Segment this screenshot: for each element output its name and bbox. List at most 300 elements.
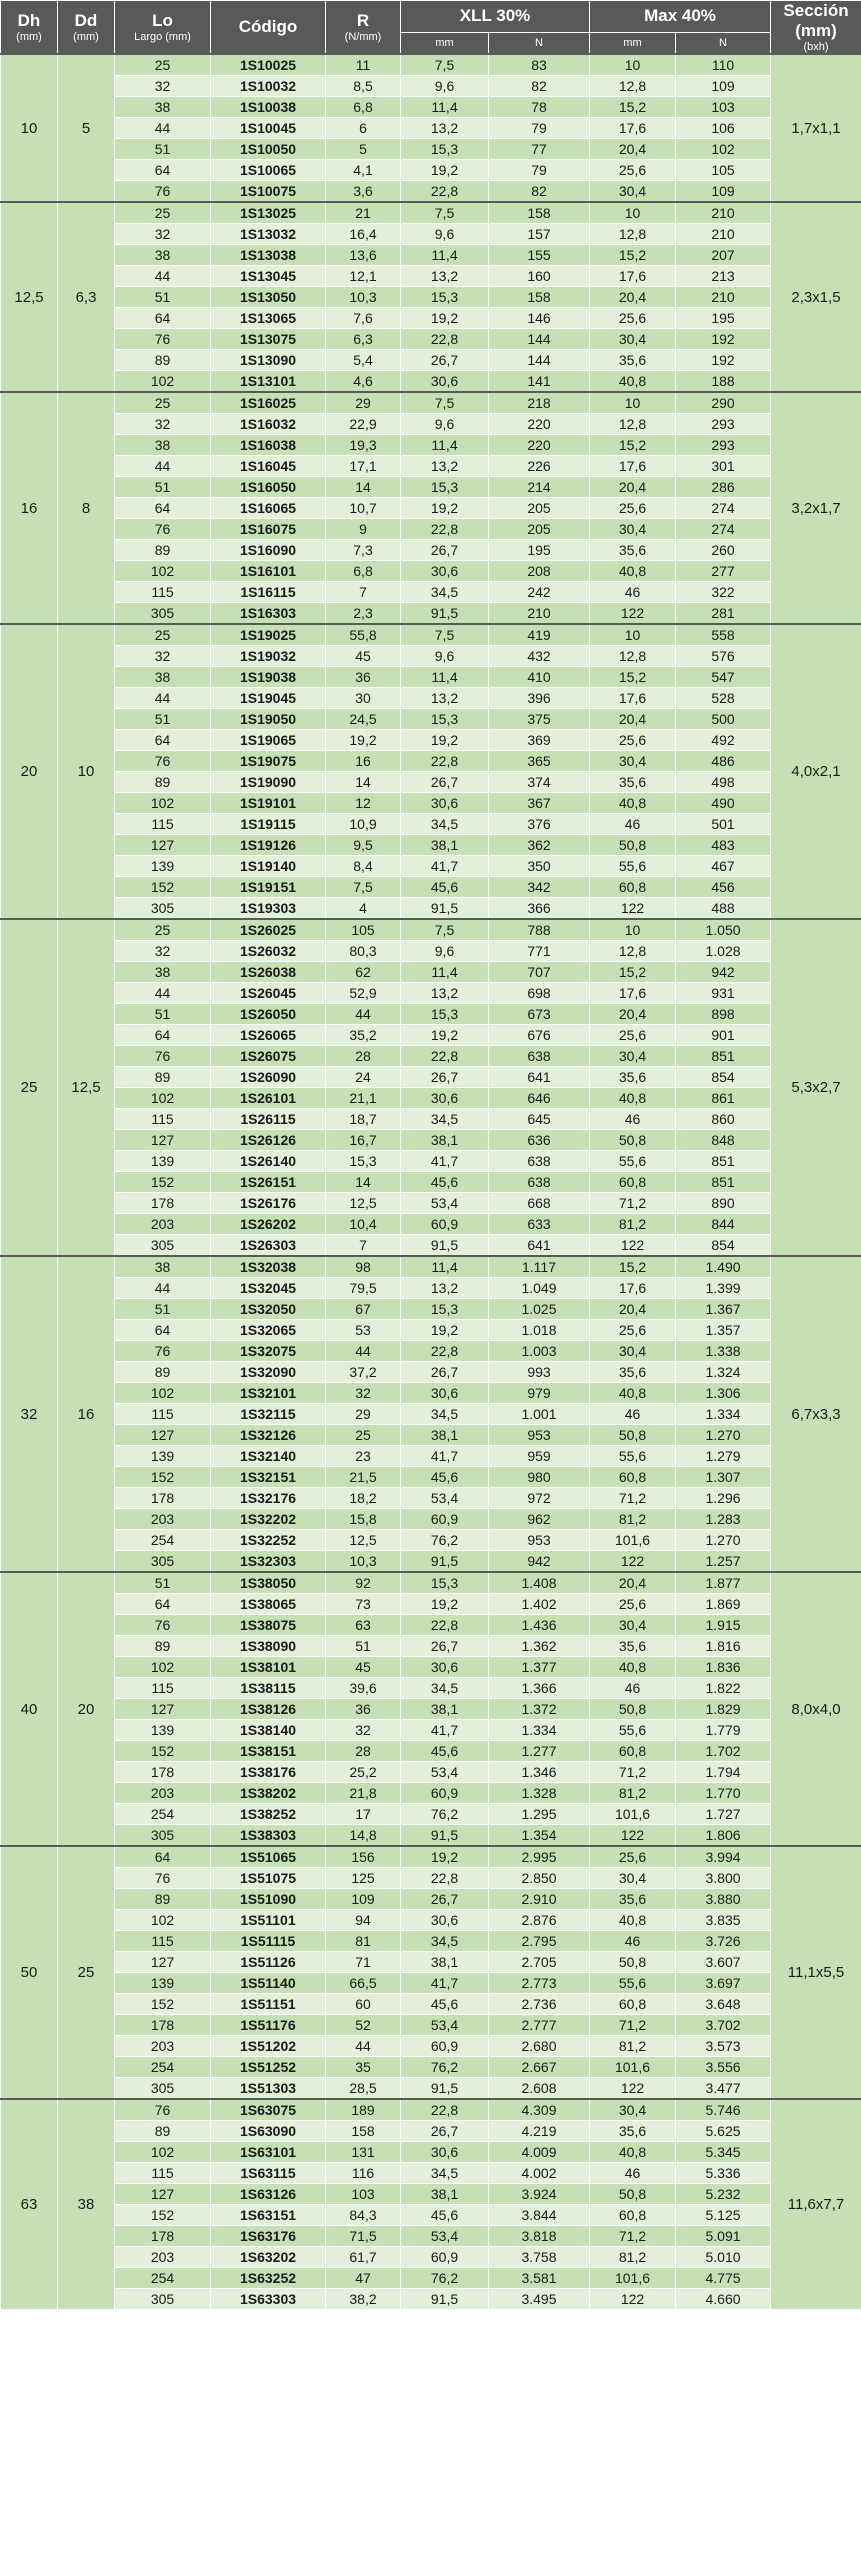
xll-mm-cell: 26,7	[401, 772, 489, 793]
max-mm-cell: 20,4	[590, 139, 676, 160]
xll-mm-cell: 13,2	[401, 266, 489, 287]
max-n-cell: 3.648	[676, 1994, 771, 2015]
max-mm-cell: 46	[590, 1109, 676, 1130]
max-n-cell: 1.794	[676, 1762, 771, 1783]
r-cell: 98	[326, 1256, 401, 1278]
codigo-cell: 1S38050	[211, 1572, 326, 1594]
table-row	[1, 1151, 861, 1172]
xll-mm-cell: 19,2	[401, 498, 489, 519]
xll-mm-cell: 13,2	[401, 983, 489, 1004]
max-n-cell: 3.556	[676, 2057, 771, 2078]
max-n-cell: 4.660	[676, 2289, 771, 2310]
codigo-cell: 1S26140	[211, 1151, 326, 1172]
r-cell: 71,5	[326, 2226, 401, 2247]
lo-cell: 102	[115, 1657, 211, 1678]
r-cell: 19,3	[326, 435, 401, 456]
codigo-cell: 1S19050	[211, 709, 326, 730]
codigo-cell: 1S19126	[211, 835, 326, 856]
lo-cell: 254	[115, 2057, 211, 2078]
table-row	[1, 1678, 861, 1699]
xll-n-cell: 2.608	[489, 2078, 590, 2100]
max-mm-cell: 71,2	[590, 1488, 676, 1509]
lo-cell: 127	[115, 1952, 211, 1973]
xll-n-cell: 195	[489, 540, 590, 561]
max-mm-cell: 101,6	[590, 1530, 676, 1551]
max-n-cell: 1.257	[676, 1551, 771, 1573]
max-mm-cell: 101,6	[590, 2057, 676, 2078]
table-row	[1, 1025, 861, 1046]
lo-cell: 44	[115, 266, 211, 287]
codigo-cell: 1S51126	[211, 1952, 326, 1973]
header-dh: Dh (mm)	[1, 1, 58, 55]
max-n-cell: 192	[676, 329, 771, 350]
r-cell: 23	[326, 1446, 401, 1467]
lo-cell: 89	[115, 540, 211, 561]
table-row	[1, 1720, 861, 1741]
max-mm-cell: 40,8	[590, 1910, 676, 1931]
codigo-cell: 1S51252	[211, 2057, 326, 2078]
max-n-cell: 322	[676, 582, 771, 603]
codigo-cell: 1S32065	[211, 1320, 326, 1341]
codigo-cell: 1S13075	[211, 329, 326, 350]
max-n-cell: 860	[676, 1109, 771, 1130]
dh-cell: 25	[1, 919, 58, 1256]
codigo-cell: 1S13050	[211, 287, 326, 308]
lo-cell: 254	[115, 2268, 211, 2289]
r-cell: 17	[326, 1804, 401, 1825]
table-row	[1, 962, 861, 983]
lo-cell: 102	[115, 793, 211, 814]
max-mm-cell: 40,8	[590, 561, 676, 582]
table-row	[1, 2078, 861, 2100]
max-n-cell: 3.573	[676, 2036, 771, 2057]
r-cell: 3,6	[326, 181, 401, 203]
xll-n-cell: 1.025	[489, 1299, 590, 1320]
xll-n-cell: 78	[489, 97, 590, 118]
codigo-cell: 1S19065	[211, 730, 326, 751]
lo-cell: 44	[115, 983, 211, 1004]
max-mm-cell: 40,8	[590, 1383, 676, 1404]
codigo-cell: 1S63090	[211, 2121, 326, 2142]
lo-cell: 64	[115, 1025, 211, 1046]
lo-cell: 44	[115, 456, 211, 477]
xll-n-cell: 4.219	[489, 2121, 590, 2142]
r-cell: 84,3	[326, 2205, 401, 2226]
max-n-cell: 851	[676, 1046, 771, 1067]
xll-mm-cell: 60,9	[401, 1214, 489, 1235]
codigo-cell: 1S10045	[211, 118, 326, 139]
xll-n-cell: 1.117	[489, 1256, 590, 1278]
max-n-cell: 1.727	[676, 1804, 771, 1825]
xll-n-cell: 1.366	[489, 1678, 590, 1699]
codigo-cell: 1S38075	[211, 1615, 326, 1636]
max-mm-cell: 17,6	[590, 983, 676, 1004]
codigo-cell: 1S10025	[211, 54, 326, 76]
max-n-cell: 1.270	[676, 1530, 771, 1551]
xll-mm-cell: 9,6	[401, 646, 489, 667]
max-n-cell: 281	[676, 603, 771, 625]
lo-cell: 203	[115, 1509, 211, 1530]
xll-mm-cell: 60,9	[401, 1509, 489, 1530]
max-mm-cell: 25,6	[590, 1846, 676, 1868]
max-n-cell: 942	[676, 962, 771, 983]
xll-n-cell: 350	[489, 856, 590, 877]
lo-cell: 38	[115, 667, 211, 688]
max-mm-cell: 25,6	[590, 498, 676, 519]
xll-n-cell: 1.334	[489, 1720, 590, 1741]
table-row	[1, 1278, 861, 1299]
lo-cell: 139	[115, 856, 211, 877]
max-mm-cell: 60,8	[590, 1741, 676, 1762]
xll-n-cell: 83	[489, 54, 590, 76]
lo-cell: 178	[115, 2015, 211, 2036]
max-mm-cell: 122	[590, 2078, 676, 2100]
max-mm-cell: 71,2	[590, 2226, 676, 2247]
xll-mm-cell: 15,3	[401, 1004, 489, 1025]
xll-mm-cell: 9,6	[401, 76, 489, 97]
max-mm-cell: 30,4	[590, 1868, 676, 1889]
codigo-cell: 1S38176	[211, 1762, 326, 1783]
xll-n-cell: 3.924	[489, 2184, 590, 2205]
xll-mm-cell: 26,7	[401, 350, 489, 371]
lo-cell: 139	[115, 1720, 211, 1741]
xll-n-cell: 641	[489, 1067, 590, 1088]
max-mm-cell: 12,8	[590, 224, 676, 245]
max-mm-cell: 20,4	[590, 709, 676, 730]
max-n-cell: 105	[676, 160, 771, 181]
table-row	[1, 646, 861, 667]
r-cell: 52,9	[326, 983, 401, 1004]
table-row	[1, 1004, 861, 1025]
r-cell: 14,8	[326, 1825, 401, 1847]
codigo-cell: 1S63115	[211, 2163, 326, 2184]
max-mm-cell: 10	[590, 919, 676, 941]
xll-mm-cell: 22,8	[401, 519, 489, 540]
table-row	[1, 624, 861, 646]
lo-cell: 305	[115, 1551, 211, 1573]
xll-mm-cell: 45,6	[401, 1467, 489, 1488]
max-n-cell: 3.726	[676, 1931, 771, 1952]
max-n-cell: 3.835	[676, 1910, 771, 1931]
lo-cell: 51	[115, 1004, 211, 1025]
r-cell: 36	[326, 1699, 401, 1720]
table-row	[1, 329, 861, 350]
table-row	[1, 1551, 861, 1573]
xll-n-cell: 959	[489, 1446, 590, 1467]
table-row	[1, 1446, 861, 1467]
max-n-cell: 851	[676, 1172, 771, 1193]
lo-cell: 64	[115, 1320, 211, 1341]
xll-mm-cell: 34,5	[401, 814, 489, 835]
table-row	[1, 919, 861, 941]
table-row	[1, 582, 861, 603]
lo-cell: 139	[115, 1446, 211, 1467]
xll-n-cell: 77	[489, 139, 590, 160]
r-cell: 29	[326, 1404, 401, 1425]
table-row	[1, 1572, 861, 1594]
codigo-cell: 1S19032	[211, 646, 326, 667]
xll-n-cell: 962	[489, 1509, 590, 1530]
max-n-cell: 1.028	[676, 941, 771, 962]
xll-mm-cell: 15,3	[401, 139, 489, 160]
xll-mm-cell: 15,3	[401, 287, 489, 308]
table-row	[1, 1952, 861, 1973]
lo-cell: 102	[115, 1088, 211, 1109]
r-cell: 18,7	[326, 1109, 401, 1130]
codigo-cell: 1S19038	[211, 667, 326, 688]
codigo-cell: 1S51303	[211, 2078, 326, 2100]
max-mm-cell: 25,6	[590, 1320, 676, 1341]
max-mm-cell: 35,6	[590, 1636, 676, 1657]
header-xll-n: N	[489, 32, 590, 54]
table-row	[1, 877, 861, 898]
max-n-cell: 528	[676, 688, 771, 709]
codigo-cell: 1S51075	[211, 1868, 326, 1889]
max-n-cell: 5.345	[676, 2142, 771, 2163]
lo-cell: 64	[115, 160, 211, 181]
max-mm-cell: 122	[590, 898, 676, 920]
r-cell: 47	[326, 2268, 401, 2289]
lo-cell: 139	[115, 1151, 211, 1172]
codigo-cell: 1S26038	[211, 962, 326, 983]
xll-mm-cell: 38,1	[401, 2184, 489, 2205]
max-n-cell: 210	[676, 287, 771, 308]
max-mm-cell: 50,8	[590, 1699, 676, 1720]
xll-mm-cell: 41,7	[401, 1151, 489, 1172]
max-mm-cell: 30,4	[590, 329, 676, 350]
r-cell: 28,5	[326, 2078, 401, 2100]
xll-mm-cell: 26,7	[401, 1362, 489, 1383]
max-n-cell: 293	[676, 414, 771, 435]
max-n-cell: 5.125	[676, 2205, 771, 2226]
max-mm-cell: 30,4	[590, 1046, 676, 1067]
max-n-cell: 3.477	[676, 2078, 771, 2100]
r-cell: 17,1	[326, 456, 401, 477]
lo-cell: 102	[115, 2142, 211, 2163]
codigo-cell: 1S10050	[211, 139, 326, 160]
codigo-cell: 1S19090	[211, 772, 326, 793]
max-n-cell: 1.334	[676, 1404, 771, 1425]
table-row	[1, 667, 861, 688]
codigo-cell: 1S51176	[211, 2015, 326, 2036]
r-cell: 21,8	[326, 1783, 401, 1804]
lo-cell: 51	[115, 709, 211, 730]
xll-n-cell: 993	[489, 1362, 590, 1383]
max-n-cell: 3.697	[676, 1973, 771, 1994]
table-row	[1, 1383, 861, 1404]
xll-n-cell: 158	[489, 202, 590, 224]
codigo-cell: 1S13025	[211, 202, 326, 224]
xll-n-cell: 1.277	[489, 1741, 590, 1762]
xll-mm-cell: 13,2	[401, 456, 489, 477]
table-row	[1, 287, 861, 308]
max-n-cell: 456	[676, 877, 771, 898]
lo-cell: 25	[115, 392, 211, 414]
lo-cell: 51	[115, 1572, 211, 1594]
table-row	[1, 1868, 861, 1889]
lo-cell: 38	[115, 97, 211, 118]
xll-mm-cell: 26,7	[401, 540, 489, 561]
codigo-cell: 1S16115	[211, 582, 326, 603]
r-cell: 24,5	[326, 709, 401, 730]
dh-cell: 16	[1, 392, 58, 624]
table-row	[1, 1804, 861, 1825]
max-mm-cell: 20,4	[590, 1299, 676, 1320]
max-n-cell: 890	[676, 1193, 771, 1214]
table-row	[1, 202, 861, 224]
max-n-cell: 5.232	[676, 2184, 771, 2205]
max-mm-cell: 50,8	[590, 835, 676, 856]
lo-cell: 305	[115, 898, 211, 920]
r-cell: 12,5	[326, 1530, 401, 1551]
lo-cell: 115	[115, 1404, 211, 1425]
lo-cell: 115	[115, 814, 211, 835]
xll-n-cell: 205	[489, 498, 590, 519]
max-mm-cell: 122	[590, 1825, 676, 1847]
header-r: R (N/mm)	[326, 1, 401, 55]
max-mm-cell: 20,4	[590, 1572, 676, 1594]
max-n-cell: 1.822	[676, 1678, 771, 1699]
max-n-cell: 490	[676, 793, 771, 814]
codigo-cell: 1S51115	[211, 1931, 326, 1952]
table-row	[1, 2247, 861, 2268]
r-cell: 80,3	[326, 941, 401, 962]
max-mm-cell: 55,6	[590, 856, 676, 877]
codigo-cell: 1S63176	[211, 2226, 326, 2247]
max-mm-cell: 25,6	[590, 1594, 676, 1615]
lo-cell: 178	[115, 2226, 211, 2247]
codigo-cell: 1S19045	[211, 688, 326, 709]
table-row	[1, 1488, 861, 1509]
xll-mm-cell: 22,8	[401, 1046, 489, 1067]
max-mm-cell: 15,2	[590, 667, 676, 688]
xll-n-cell: 375	[489, 709, 590, 730]
table-row	[1, 2036, 861, 2057]
xll-mm-cell: 7,5	[401, 54, 489, 76]
xll-n-cell: 3.818	[489, 2226, 590, 2247]
table-row	[1, 1889, 861, 1910]
table-row	[1, 983, 861, 1004]
xll-mm-cell: 22,8	[401, 2099, 489, 2121]
r-cell: 12,1	[326, 266, 401, 287]
max-mm-cell: 35,6	[590, 1889, 676, 1910]
xll-n-cell: 1.001	[489, 1404, 590, 1425]
lo-cell: 178	[115, 1762, 211, 1783]
xll-n-cell: 3.758	[489, 2247, 590, 2268]
xll-n-cell: 2.680	[489, 2036, 590, 2057]
table-row	[1, 1046, 861, 1067]
r-cell: 14	[326, 1172, 401, 1193]
lo-cell: 89	[115, 350, 211, 371]
codigo-cell: 1S51151	[211, 1994, 326, 2015]
xll-mm-cell: 15,3	[401, 1299, 489, 1320]
table-row	[1, 751, 861, 772]
r-cell: 12	[326, 793, 401, 814]
table-row	[1, 1931, 861, 1952]
max-n-cell: 931	[676, 983, 771, 1004]
dd-cell: 6,3	[58, 202, 115, 392]
lo-cell: 115	[115, 1931, 211, 1952]
max-n-cell: 274	[676, 498, 771, 519]
max-n-cell: 109	[676, 181, 771, 203]
lo-cell: 44	[115, 118, 211, 139]
max-n-cell: 3.607	[676, 1952, 771, 1973]
codigo-cell: 1S16025	[211, 392, 326, 414]
table-row	[1, 1425, 861, 1446]
r-cell: 79,5	[326, 1278, 401, 1299]
xll-n-cell: 3.581	[489, 2268, 590, 2289]
r-cell: 9	[326, 519, 401, 540]
lo-cell: 32	[115, 224, 211, 245]
table-row	[1, 97, 861, 118]
r-cell: 6,8	[326, 561, 401, 582]
seccion-cell: 6,7x3,3	[771, 1256, 861, 1572]
xll-mm-cell: 19,2	[401, 1025, 489, 1046]
r-cell: 53	[326, 1320, 401, 1341]
lo-cell: 32	[115, 941, 211, 962]
xll-mm-cell: 19,2	[401, 1320, 489, 1341]
table-row	[1, 1910, 861, 1931]
max-mm-cell: 17,6	[590, 456, 676, 477]
max-mm-cell: 50,8	[590, 1130, 676, 1151]
table-row	[1, 1088, 861, 1109]
max-mm-cell: 30,4	[590, 751, 676, 772]
xll-mm-cell: 41,7	[401, 856, 489, 877]
max-mm-cell: 10	[590, 54, 676, 76]
r-cell: 10,3	[326, 1551, 401, 1573]
max-n-cell: 210	[676, 202, 771, 224]
max-mm-cell: 17,6	[590, 1278, 676, 1299]
max-n-cell: 501	[676, 814, 771, 835]
xll-mm-cell: 45,6	[401, 2205, 489, 2226]
xll-n-cell: 4.309	[489, 2099, 590, 2121]
max-mm-cell: 55,6	[590, 1151, 676, 1172]
xll-mm-cell: 7,5	[401, 202, 489, 224]
codigo-cell: 1S13038	[211, 245, 326, 266]
max-n-cell: 1.816	[676, 1636, 771, 1657]
max-mm-cell: 35,6	[590, 540, 676, 561]
table-row	[1, 1973, 861, 1994]
table-row	[1, 181, 861, 203]
xll-mm-cell: 22,8	[401, 751, 489, 772]
table-row	[1, 118, 861, 139]
max-mm-cell: 46	[590, 814, 676, 835]
max-n-cell: 500	[676, 709, 771, 730]
xll-n-cell: 638	[489, 1172, 590, 1193]
header-seccion: Sección (mm) (bxh)	[771, 1, 861, 55]
r-cell: 45	[326, 1657, 401, 1678]
xll-mm-cell: 76,2	[401, 2057, 489, 2078]
xll-mm-cell: 30,6	[401, 793, 489, 814]
xll-mm-cell: 22,8	[401, 181, 489, 203]
r-cell: 189	[326, 2099, 401, 2121]
xll-n-cell: 2.910	[489, 1889, 590, 1910]
xll-n-cell: 210	[489, 603, 590, 625]
table-row	[1, 1594, 861, 1615]
r-cell: 38,2	[326, 2289, 401, 2310]
lo-cell: 127	[115, 2184, 211, 2205]
max-mm-cell: 10	[590, 624, 676, 646]
max-mm-cell: 40,8	[590, 793, 676, 814]
lo-cell: 32	[115, 76, 211, 97]
table-row	[1, 392, 861, 414]
max-n-cell: 3.994	[676, 1846, 771, 1868]
table-row	[1, 1404, 861, 1425]
r-cell: 16,4	[326, 224, 401, 245]
table-row	[1, 456, 861, 477]
xll-n-cell: 676	[489, 1025, 590, 1046]
lo-cell: 178	[115, 1193, 211, 1214]
